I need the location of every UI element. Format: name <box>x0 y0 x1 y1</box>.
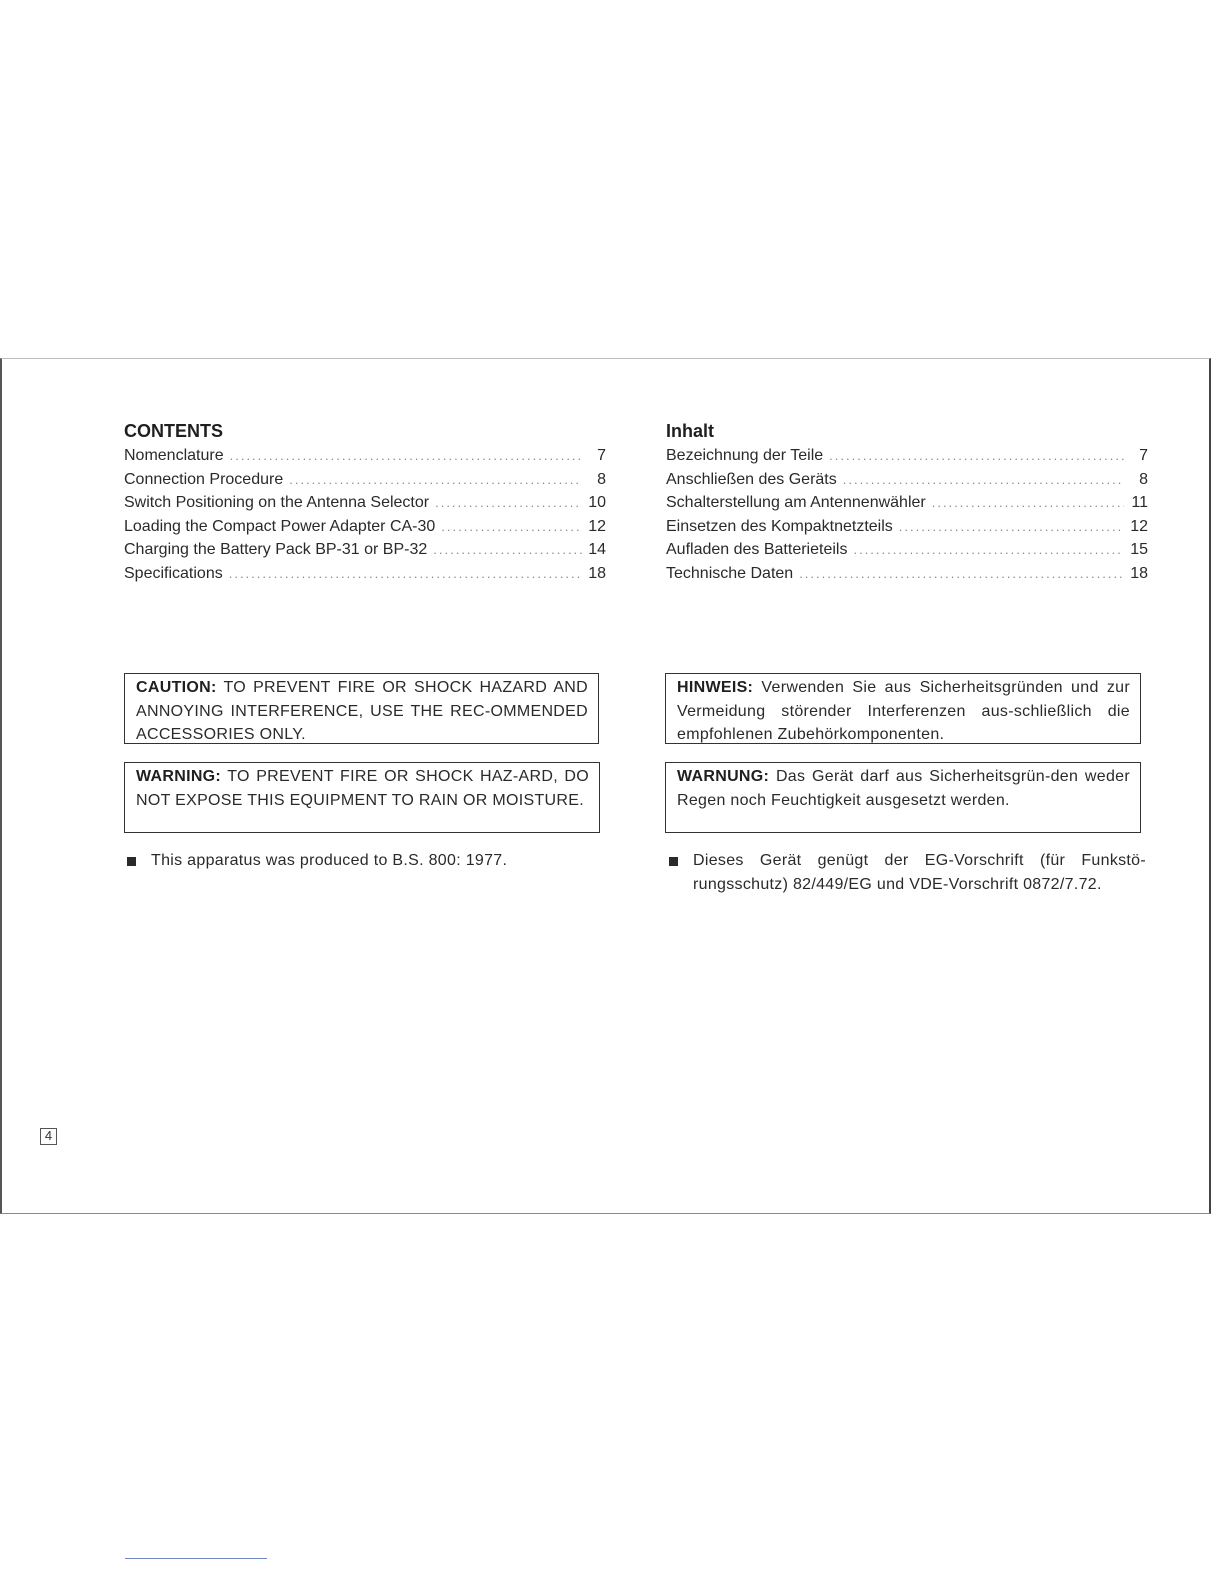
toc-item[interactable] <box>124 538 606 562</box>
caution-notice <box>124 673 599 744</box>
dot-leader <box>229 562 582 586</box>
contents-heading-de: Inhalt <box>666 421 714 441</box>
toc-item-title: Connection Procedure <box>124 470 284 488</box>
dot-leader <box>230 444 582 468</box>
toc-item-title: Specifications <box>124 564 223 582</box>
contents-heading-en: CONTENTS <box>124 421 223 441</box>
toc-item-page: 8 <box>1139 470 1148 488</box>
toc-item-title: Switch Positioning on the Antenna Selector <box>124 494 430 512</box>
bullet-square-icon <box>669 857 678 866</box>
caution-text: TO PREVENT FIRE OR SHOCK HAZARD AND ANNOYING INTERFERENCE, USE THE REC-OMMENDED ACCESSORIES ONLY. <box>136 679 589 743</box>
page-number: 4 <box>40 1128 57 1145</box>
toc-item-page: 11 <box>1131 494 1148 512</box>
warning-label: WARNING: <box>136 768 222 785</box>
hinweis-text: Verwenden Sie aus Sicherheitsgründen und zur Vermeidung störender Interferenzen aus-schließlich die empfohlenen Zubehörkomponenten. <box>677 679 1131 743</box>
toc-item-page: 10 <box>588 494 606 512</box>
bottom-rule <box>125 1558 267 1559</box>
toc-item[interactable] <box>124 491 606 515</box>
toc-item-title: Schalterstellung am Antennenwähler <box>666 494 926 512</box>
toc-item[interactable] <box>666 538 1148 562</box>
contents-en <box>124 420 606 586</box>
toc-item-page: 12 <box>1130 517 1148 535</box>
toc-list-en <box>124 444 606 586</box>
toc-item[interactable] <box>666 468 1148 492</box>
toc-item[interactable] <box>666 491 1148 515</box>
toc-item-title: Anschließen des Geräts <box>666 470 837 488</box>
toc-item-page: 7 <box>597 447 606 464</box>
toc-item-title: Technische Daten <box>666 564 794 582</box>
dot-leader <box>433 538 582 562</box>
hinweis-notice <box>665 673 1141 744</box>
toc-item[interactable] <box>124 444 606 468</box>
toc-item-title: Einsetzen des Kompaktnetzteils <box>666 517 893 535</box>
hinweis-label: HINWEIS: <box>677 679 754 696</box>
dot-leader <box>899 515 1124 539</box>
contents-de <box>666 420 1148 586</box>
dot-leader <box>441 515 582 539</box>
warnung-notice <box>665 762 1141 833</box>
toc-item[interactable] <box>666 562 1148 586</box>
toc-item-page: 18 <box>1130 564 1148 582</box>
toc-item[interactable] <box>666 515 1148 539</box>
dot-leader <box>829 444 1124 468</box>
dot-leader <box>435 491 582 515</box>
standards-note-text: This apparatus was produced to B.S. 800: 1977. <box>151 852 508 869</box>
standards-note-de <box>666 849 1146 896</box>
toc-item-title: Charging the Battery Pack BP-31 or BP-32 <box>124 541 428 559</box>
toc-item[interactable] <box>124 515 606 539</box>
toc-item[interactable] <box>124 562 606 586</box>
toc-item-page: 8 <box>597 470 606 488</box>
toc-item-title: Bezeichnung der Teile <box>666 447 824 464</box>
dot-leader <box>853 538 1124 562</box>
warning-text: TO PREVENT FIRE OR SHOCK HAZ-ARD, DO NOT EXPOSE THIS EQUIPMENT TO RAIN OR MOISTURE. <box>136 768 589 809</box>
toc-list-de <box>666 444 1148 586</box>
warnung-label: WARNUNG: <box>677 768 770 785</box>
toc-item[interactable] <box>666 444 1148 468</box>
toc-item-page: 7 <box>1139 447 1148 464</box>
caution-label: CAUTION: <box>136 679 217 696</box>
warnung-text: Das Gerät darf aus Sicherheitsgrün-den weder Regen noch Feuchtigkeit ausgesetzt werden. <box>677 768 1130 809</box>
dot-leader <box>843 468 1124 492</box>
standards-note-en <box>124 849 584 873</box>
toc-item-page: 12 <box>588 517 606 535</box>
toc-item-page: 15 <box>1130 541 1148 559</box>
warning-notice <box>124 762 600 833</box>
toc-item-title: Nomenclature <box>124 447 224 464</box>
toc-item-page: 14 <box>588 541 606 559</box>
dot-leader <box>932 491 1124 515</box>
toc-item-title: Loading the Compact Power Adapter CA-30 <box>124 517 436 535</box>
toc-item-title: Aufladen des Batterieteils <box>666 541 848 559</box>
standards-note-text: Dieses Gerät genügt der EG-Vorschrift (für Funkstö-rungsschutz) 82/449/EG und VDE-Vorschrift 0872/7.72. <box>693 852 1146 893</box>
toc-item[interactable] <box>124 468 606 492</box>
toc-item-page: 18 <box>588 564 606 582</box>
dot-leader <box>799 562 1124 586</box>
dot-leader <box>289 468 582 492</box>
bullet-square-icon <box>127 857 136 866</box>
